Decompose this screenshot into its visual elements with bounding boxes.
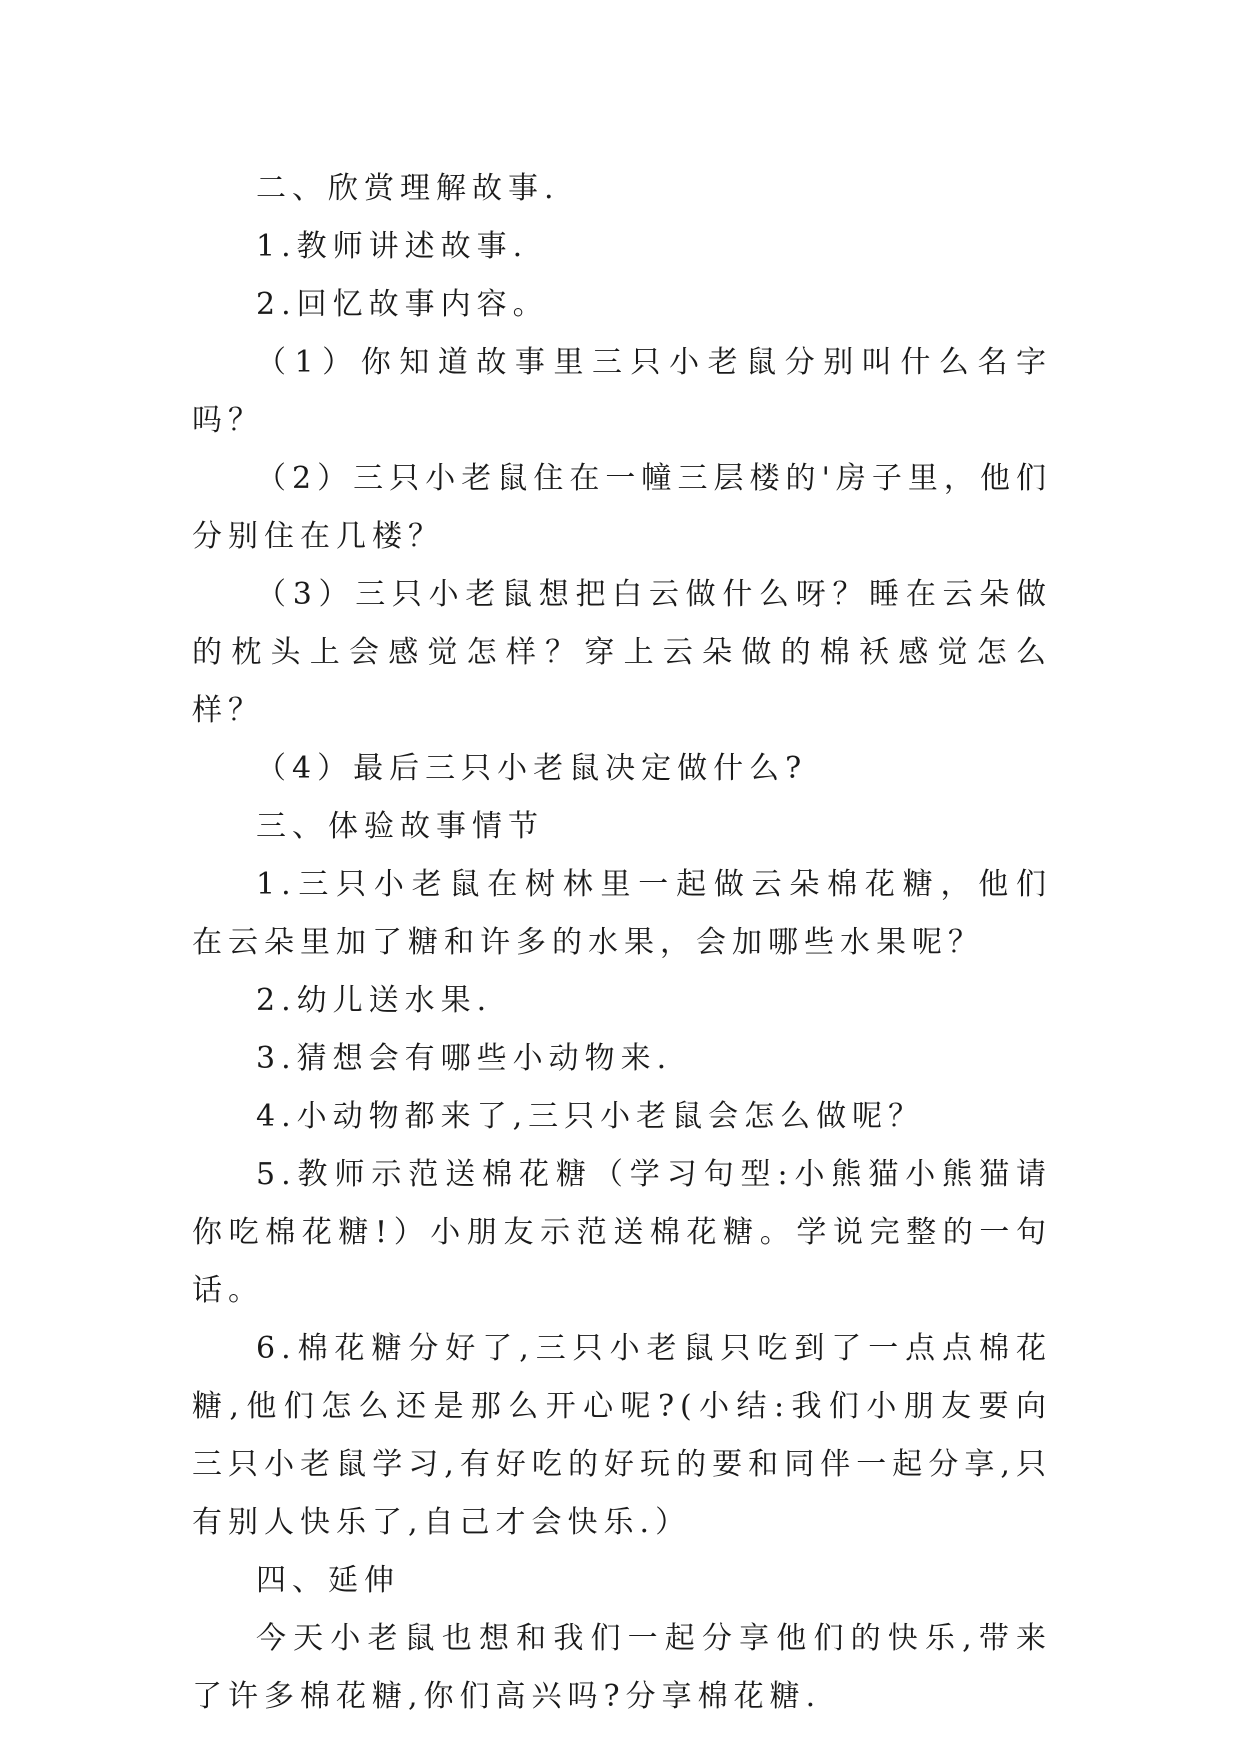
question-paragraph: （2）三只小老鼠住在一幢三层楼的'房子里，他们分别住在几楼？ (192, 461, 1052, 554)
section-heading-appreciate: 二、欣赏理解故事. (256, 171, 560, 206)
document-body (192, 160, 1052, 1726)
section-heading-experience: 三、体验故事情节 (256, 809, 544, 844)
question-paragraph: （4）最后三只小老鼠决定做什么? (256, 751, 808, 786)
paragraph: 6.棉花糖分好了,三只小老鼠只吃到了一点点棉花糖,他们怎么还是那么开心呢?(小结:我们小朋友要向三只小老鼠学习,有好吃的好玩的要和同伴一起分享,只有别人快乐了,自己才会快乐.） (192, 1331, 1052, 1540)
paragraph: 4.小动物都来了,三只小老鼠会怎么做呢？ (256, 1099, 925, 1134)
paragraph: 1.三只小老鼠在树林里一起做云朵棉花糖，他们在云朵里加了糖和许多的水果，会加哪些水果呢？ (192, 867, 1052, 960)
paragraph: 3.猜想会有哪些小动物来. (256, 1041, 673, 1076)
paragraph: 5.教师示范送棉花糖（学习句型:小熊猫小熊猫请你吃棉花糖!）小朋友示范送棉花糖。学说完整的一句话。 (192, 1157, 1052, 1308)
question-paragraph: （3）三只小老鼠想把白云做什么呀？睡在云朵做的枕头上会感觉怎样？穿上云朵做的棉袄感觉怎么样？ (192, 577, 1052, 728)
paragraph: 2.幼儿送水果. (256, 983, 493, 1018)
paragraph: 2.回忆故事内容。 (256, 287, 549, 322)
section-heading-extension: 四、延伸 (256, 1563, 400, 1598)
question-paragraph: （1）你知道故事里三只小老鼠分别叫什么名字吗？ (192, 345, 1052, 438)
paragraph: 今天小老鼠也想和我们一起分享他们的快乐,带来了许多棉花糖,你们高兴吗?分享棉花糖. (192, 1621, 1052, 1714)
paragraph: 1.教师讲述故事. (256, 229, 529, 264)
